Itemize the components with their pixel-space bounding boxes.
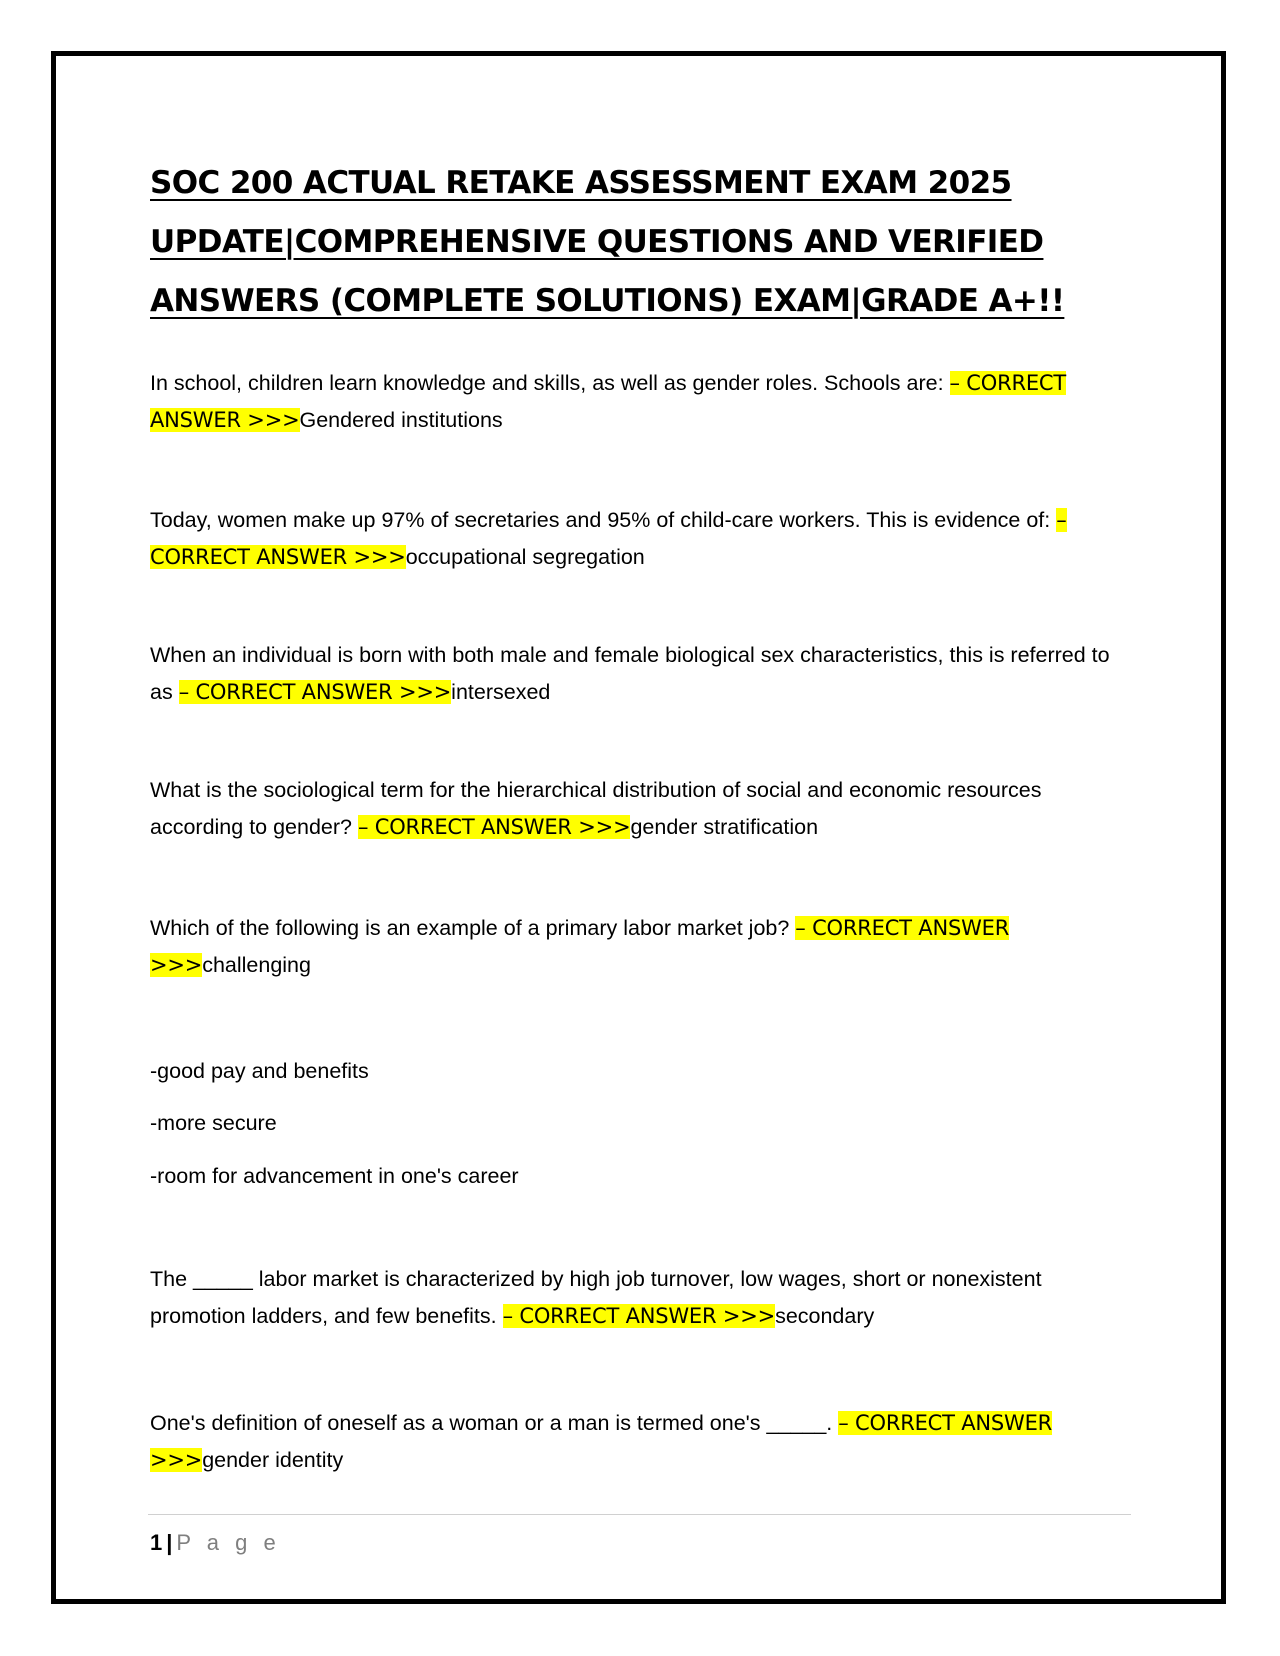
correct-answer-marker: – CORRECT ANSWER >>> xyxy=(150,1411,1053,1472)
qa-item-4 xyxy=(150,772,1125,846)
answer-extra-line-2: -more secure xyxy=(150,1111,277,1135)
question-text: Today, women make up 97% of secretaries and 95% of child-care workers. This is evidence of: xyxy=(150,508,1057,532)
qa-item-7 xyxy=(150,1405,1125,1479)
correct-answer-marker: – CORRECT ANSWER >>> xyxy=(178,680,452,704)
qa-item-6 xyxy=(150,1261,1125,1335)
page-label: P a g e xyxy=(176,1530,281,1555)
question-text: When an individual is born with both male and female biological sex characteristics, this is referred to as xyxy=(150,643,1110,704)
title-line-2: UPDATE|COMPREHENSIVE QUESTIONS AND VERIFIED xyxy=(150,224,1044,260)
answer-text: intersexed xyxy=(451,680,551,704)
qa-item-3 xyxy=(150,637,1125,711)
page-number: 1 xyxy=(150,1530,163,1555)
question-text: One's definition of oneself as a woman or a man is termed one's _____. xyxy=(150,1411,839,1435)
qa-item-2 xyxy=(150,502,1125,576)
answer-text: Gendered institutions xyxy=(299,408,503,432)
document-header xyxy=(150,154,1120,331)
qa-item-5 xyxy=(150,910,1125,984)
footer-divider xyxy=(148,1514,1131,1515)
title-line-1: SOC 200 ACTUAL RETAKE ASSESSMENT EXAM 2025 xyxy=(150,165,1012,201)
title-line-3: ANSWERS (COMPLETE SOLUTIONS) EXAM|GRADE A+!! xyxy=(150,283,1065,319)
question-text: In school, children learn knowledge and skills, as well as gender roles. Schools are: xyxy=(150,371,950,395)
answer-extra-line-1: -good pay and benefits xyxy=(150,1059,369,1083)
question-text: The _____ labor market is characterized by high job turnover, low wages, short or nonexistent promotion ladders, and few benefits. xyxy=(150,1267,1042,1328)
answer-text: secondary xyxy=(775,1304,875,1328)
answer-text: gender stratification xyxy=(630,815,819,839)
question-text: What is the sociological term for the hierarchical distribution of social and economic resources according to gender? xyxy=(150,778,1042,839)
qa-item-1 xyxy=(150,365,1125,439)
correct-answer-marker: – CORRECT ANSWER >>> xyxy=(150,916,1010,977)
question-text: Which of the following is an example of a primary labor market job? xyxy=(150,916,796,940)
correct-answer-marker: – CORRECT ANSWER >>> xyxy=(150,371,1067,432)
correct-answer-marker: – CORRECT ANSWER >>> xyxy=(150,508,1067,569)
footer-separator: | xyxy=(166,1530,173,1555)
answer-text: occupational segregation xyxy=(405,545,645,569)
correct-answer-marker: – CORRECT ANSWER >>> xyxy=(502,1304,776,1328)
answer-text: challenging xyxy=(202,953,311,977)
answer-text: gender identity xyxy=(202,1448,344,1472)
answer-extra-line-3: -room for advancement in one's career xyxy=(150,1164,519,1188)
document-title xyxy=(150,154,1120,331)
correct-answer-marker: – CORRECT ANSWER >>> xyxy=(357,815,631,839)
page-footer xyxy=(150,1528,281,1558)
